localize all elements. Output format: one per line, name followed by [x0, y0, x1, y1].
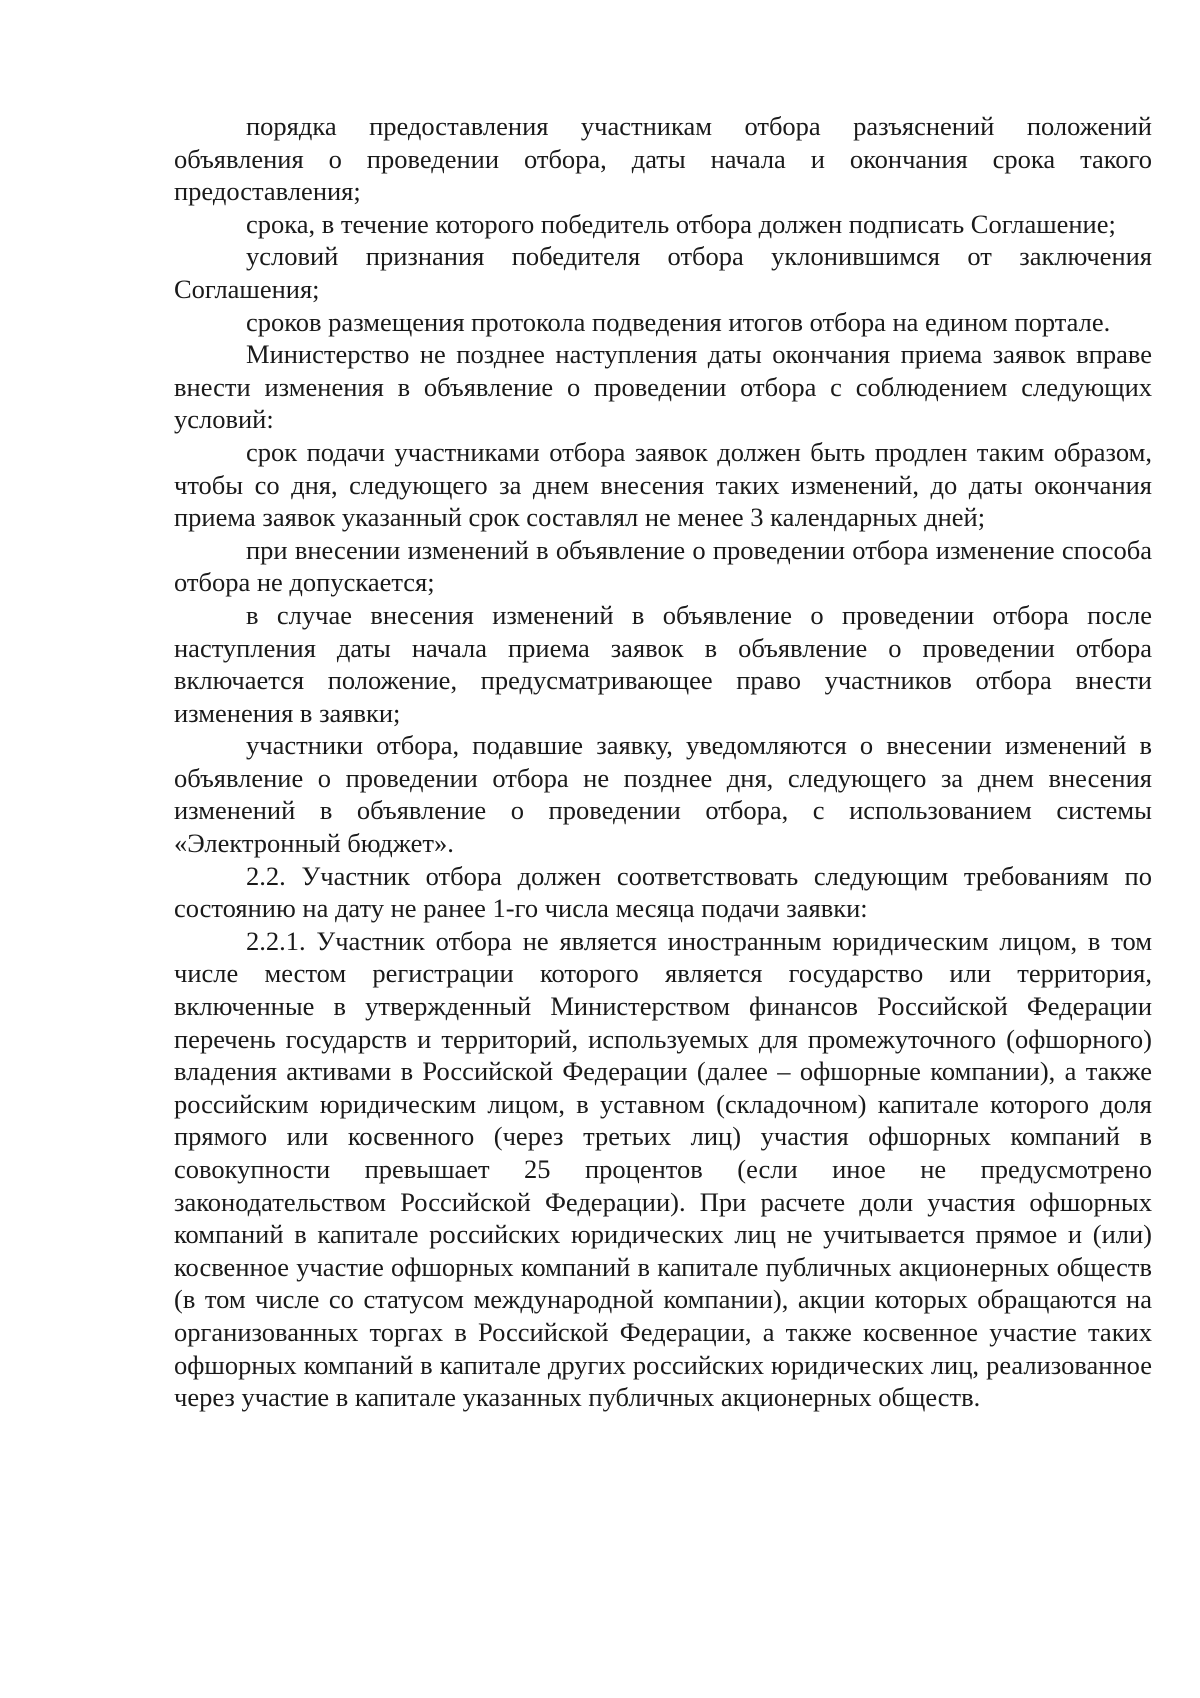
paragraph-evasion-conditions: условий признания победителя отбора уклонившимся от заключения Соглашения;	[174, 241, 1152, 304]
paragraph-section-2-2-1: 2.2.1. Участник отбора не является иностранным юридическим лицом, в том числе местом регистрации которого является государство или территория, включенные в утвержденный Министерством финансов Российской Федерации перечень государств и территорий, используемых для промежуточного (офшорного) владения активами в Российской Федерации (далее – офшорные компании), а также российским юридическим лицом, в уставном (складочном) капитале которого доля прямого или косвенного (через третьих лиц) участия офшорных компаний в совокупности превышает 25 процентов (если иное не предусмотрено законодательством Российской Федерации). При расчете доли участия офшорных компаний в капитале российских юридических лиц не учитывается прямое и (или) косвенное участие офшорных компаний в капитале публичных акционерных обществ (в том числе со статусом международной компании), акции которых обращаются на организованных торгах в Российской Федерации, а также косвенное участие таких офшорных компаний в капитале других российских юридических лиц, реализованное через участие в капитале указанных публичных акционерных обществ.	[174, 925, 1152, 1413]
paragraph-method-change-prohibited: при внесении изменений в объявление о проведении отбора изменение способа отбора не допускается;	[174, 534, 1152, 598]
paragraph-participants-notification: участники отбора, подавшие заявку, уведомляются о внесении изменений в объявление о проведении отбора не позднее дня, следующего за днем внесения изменений в объявление о проведении отбора, с использованием системы «Электронный бюджет».	[174, 730, 1152, 859]
paragraph-agreement-signing-term: срока, в течение которого победитель отбора должен подписать Соглашение;	[246, 208, 1116, 239]
paragraph-section-2-2: 2.2. Участник отбора должен соответствовать следующим требованиям по состоянию на дату не ранее 1-го числа месяца подачи заявки:	[174, 860, 1152, 924]
paragraph-ministry-changes: Министерство не позднее наступления даты окончания приема заявок вправе внести изменения в объявление о проведении отбора с соблюдением следующих условий:	[174, 339, 1152, 435]
paragraph-clarifications-procedure: порядка предоставления участникам отбора разъяснений положений объявления о проведении отбора, даты начала и окончания срока такого предоставления;	[174, 111, 1152, 207]
paragraph-protocol-placement-terms: сроков размещения протокола подведения итогов отбора на едином портале.	[246, 306, 1111, 337]
paragraph-application-changes-right: в случае внесения изменений в объявление о проведении отбора после наступления даты начала приема заявок в объявление о проведении отбора включается положение, предусматривающее право участников отбора внести изменения в заявки;	[174, 599, 1152, 728]
document-page	[174, 110, 1152, 1414]
paragraph-deadline-extension: срок подачи участниками отбора заявок должен быть продлен таким образом, чтобы со дня, следующего за днем внесения таких изменений, до даты окончания приема заявок указанный срок составлял не менее 3 календарных дней;	[174, 436, 1152, 533]
